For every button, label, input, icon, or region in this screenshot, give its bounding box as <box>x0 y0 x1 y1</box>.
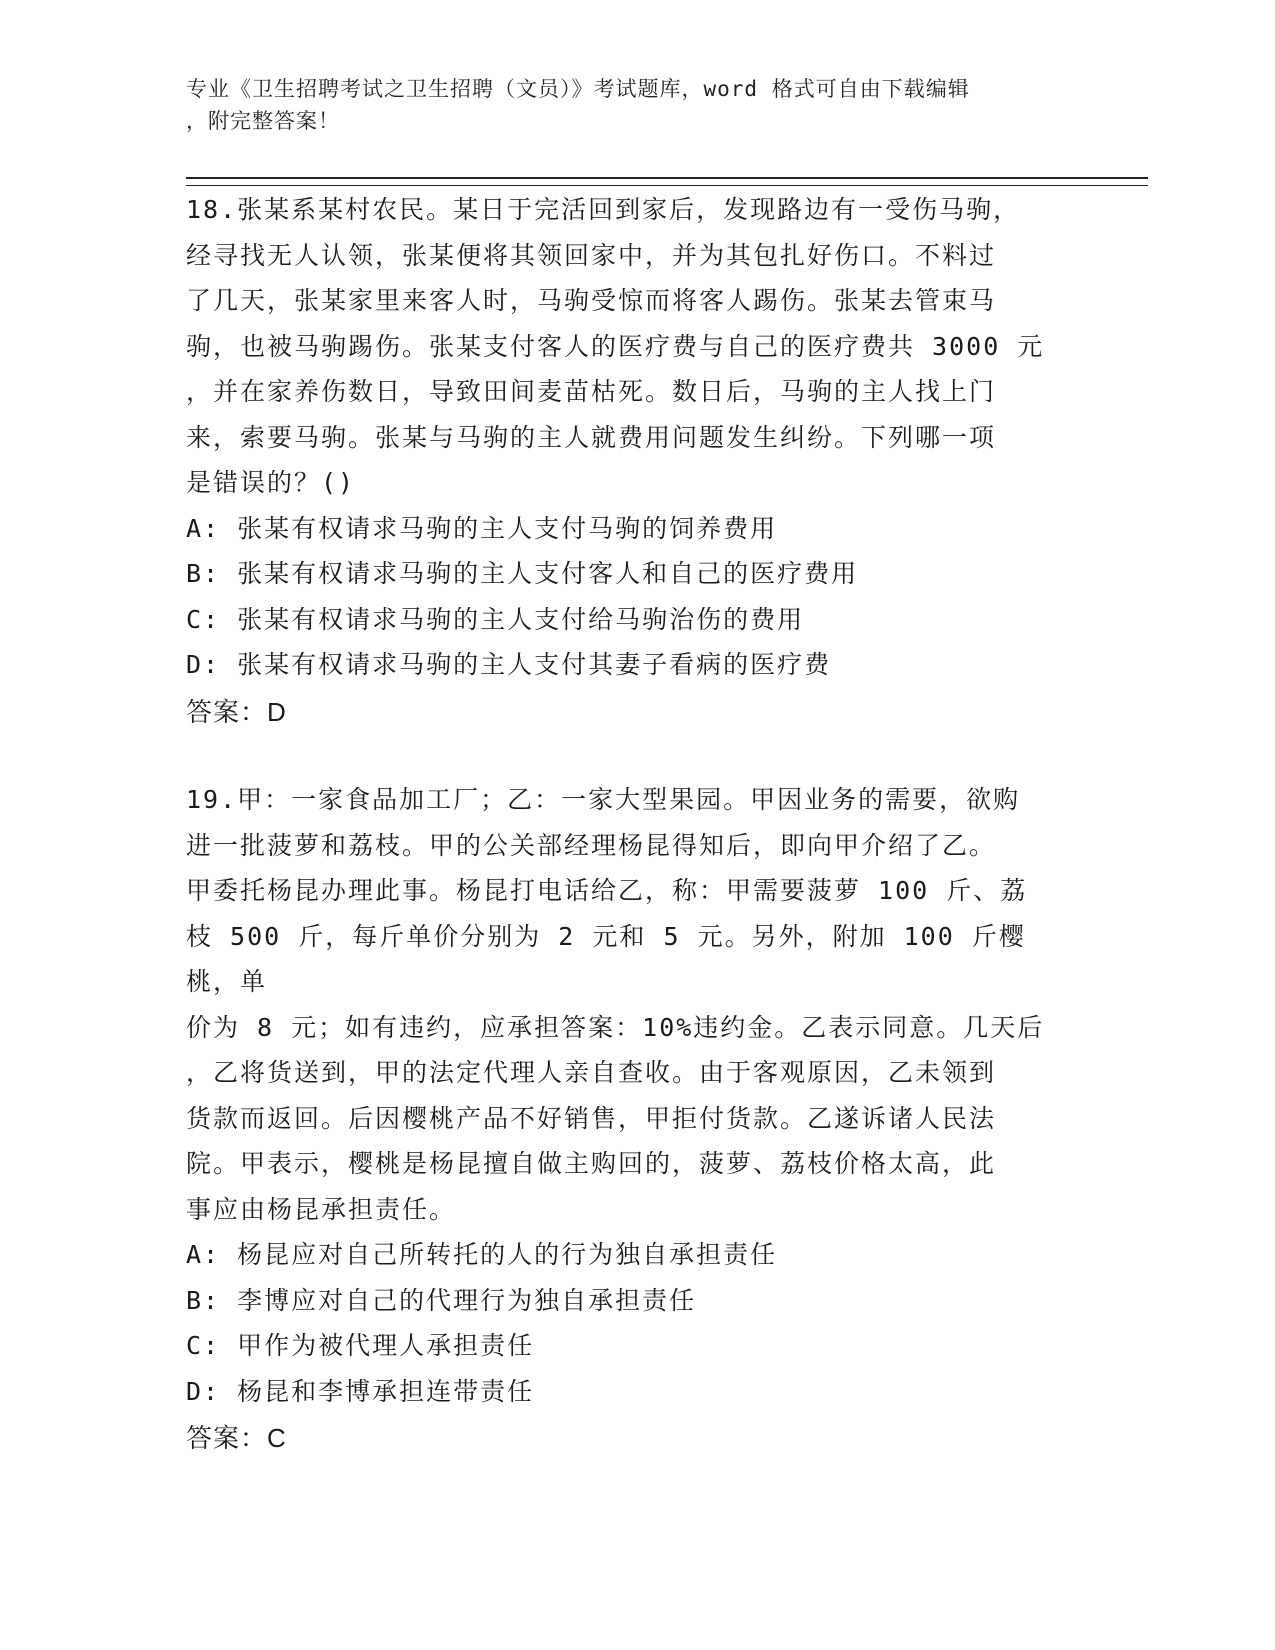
stem-line: 驹，也被马驹踢伤。张某支付客人的医疗费与自己的医疗费共 3000 元 <box>186 331 1045 361</box>
stem-line: 18.张某系某村农民。某日于完活回到家后，发现路边有一受伤马驹， <box>186 195 1021 224</box>
stem-line: 进一批菠萝和荔枝。甲的公关部经理杨昆得知后，即向甲介绍了乙。 <box>186 830 997 860</box>
question-stem <box>186 777 1066 1232</box>
question-stem <box>186 187 1066 506</box>
document-page <box>186 0 1146 1650</box>
option-a: A: 杨昆应对自己所转托的人的行为独自承担责任 <box>186 1240 778 1269</box>
stem-line: ，并在家养伤数日，导致田间麦苗枯死。数日后，马驹的主人找上门 <box>186 377 997 406</box>
option-b: B: 张某有权请求马驹的主人支付客人和自己的医疗费用 <box>186 559 859 588</box>
option-list <box>186 1232 1066 1414</box>
option-list <box>186 506 1066 688</box>
stem-line: 价为 8 元；如有违约，应承担答案：10%违约金。乙表示同意。几天后 <box>186 1012 1045 1042</box>
option-d: D: 张某有权请求马驹的主人支付其妻子看病的医疗费 <box>186 650 832 679</box>
answer-line: 答案：D <box>186 696 287 727</box>
stem-line: 甲委托杨昆办理此事。杨昆打电话给乙，称：甲需要菠萝 100 斤、荔 <box>186 876 1028 905</box>
stem-line: 货款而返回。后因樱桃产品不好销售，甲拒付货款。乙遂诉诸人民法 <box>186 1103 997 1133</box>
header-line: 专业《卫生招聘考试之卫生招聘（文员）》考试题库，word 格式可自由下载编辑 <box>186 77 970 101</box>
stem-line: 了几天，张某家里来客人时，马驹受惊而将客人踢伤。张某去管束马 <box>186 286 997 315</box>
option-a: A: 张某有权请求马驹的主人支付马驹的饲养费用 <box>186 513 778 543</box>
document-header <box>186 73 1086 137</box>
stem-line: 枝 500 斤，每斤单价分别为 2 元和 5 元。另外，附加 100 斤樱桃，单 <box>186 921 1026 996</box>
option-c: C: 甲作为被代理人承担责任 <box>186 1331 535 1360</box>
option-c: C: 张某有权请求马驹的主人支付给马驹治伤的费用 <box>186 604 805 634</box>
stem-line: 院。甲表示，樱桃是杨昆擅自做主购回的，菠萝、荔枝价格太高，此 <box>186 1149 997 1178</box>
option-d: D: 杨昆和李博承担连带责任 <box>186 1376 535 1406</box>
stem-line: 是错误的？() <box>186 468 356 497</box>
answer-line: 答案：C <box>186 1423 287 1453</box>
header-line: ，附完整答案！ <box>186 109 340 133</box>
header-divider <box>186 177 1148 186</box>
question-19 <box>186 777 1066 1461</box>
stem-line: 经寻找无人认领，张某便将其领回家中，并为其包扎好伤口。不料过 <box>186 240 997 270</box>
stem-line: 事应由杨昆承担责任。 <box>186 1194 457 1224</box>
stem-line: 来，索要马驹。张某与马驹的主人就费用问题发生纠纷。下列哪一项 <box>186 422 997 452</box>
option-b: B: 李博应对自己的代理行为独自承担责任 <box>186 1285 697 1315</box>
stem-line: 19.甲：一家食品加工厂；乙：一家大型果园。甲因业务的需要，欲购 <box>186 785 1021 814</box>
question-18 <box>186 187 1066 735</box>
stem-line: ，乙将货送到，甲的法定代理人亲自查收。由于客观原因，乙未领到 <box>186 1058 997 1087</box>
